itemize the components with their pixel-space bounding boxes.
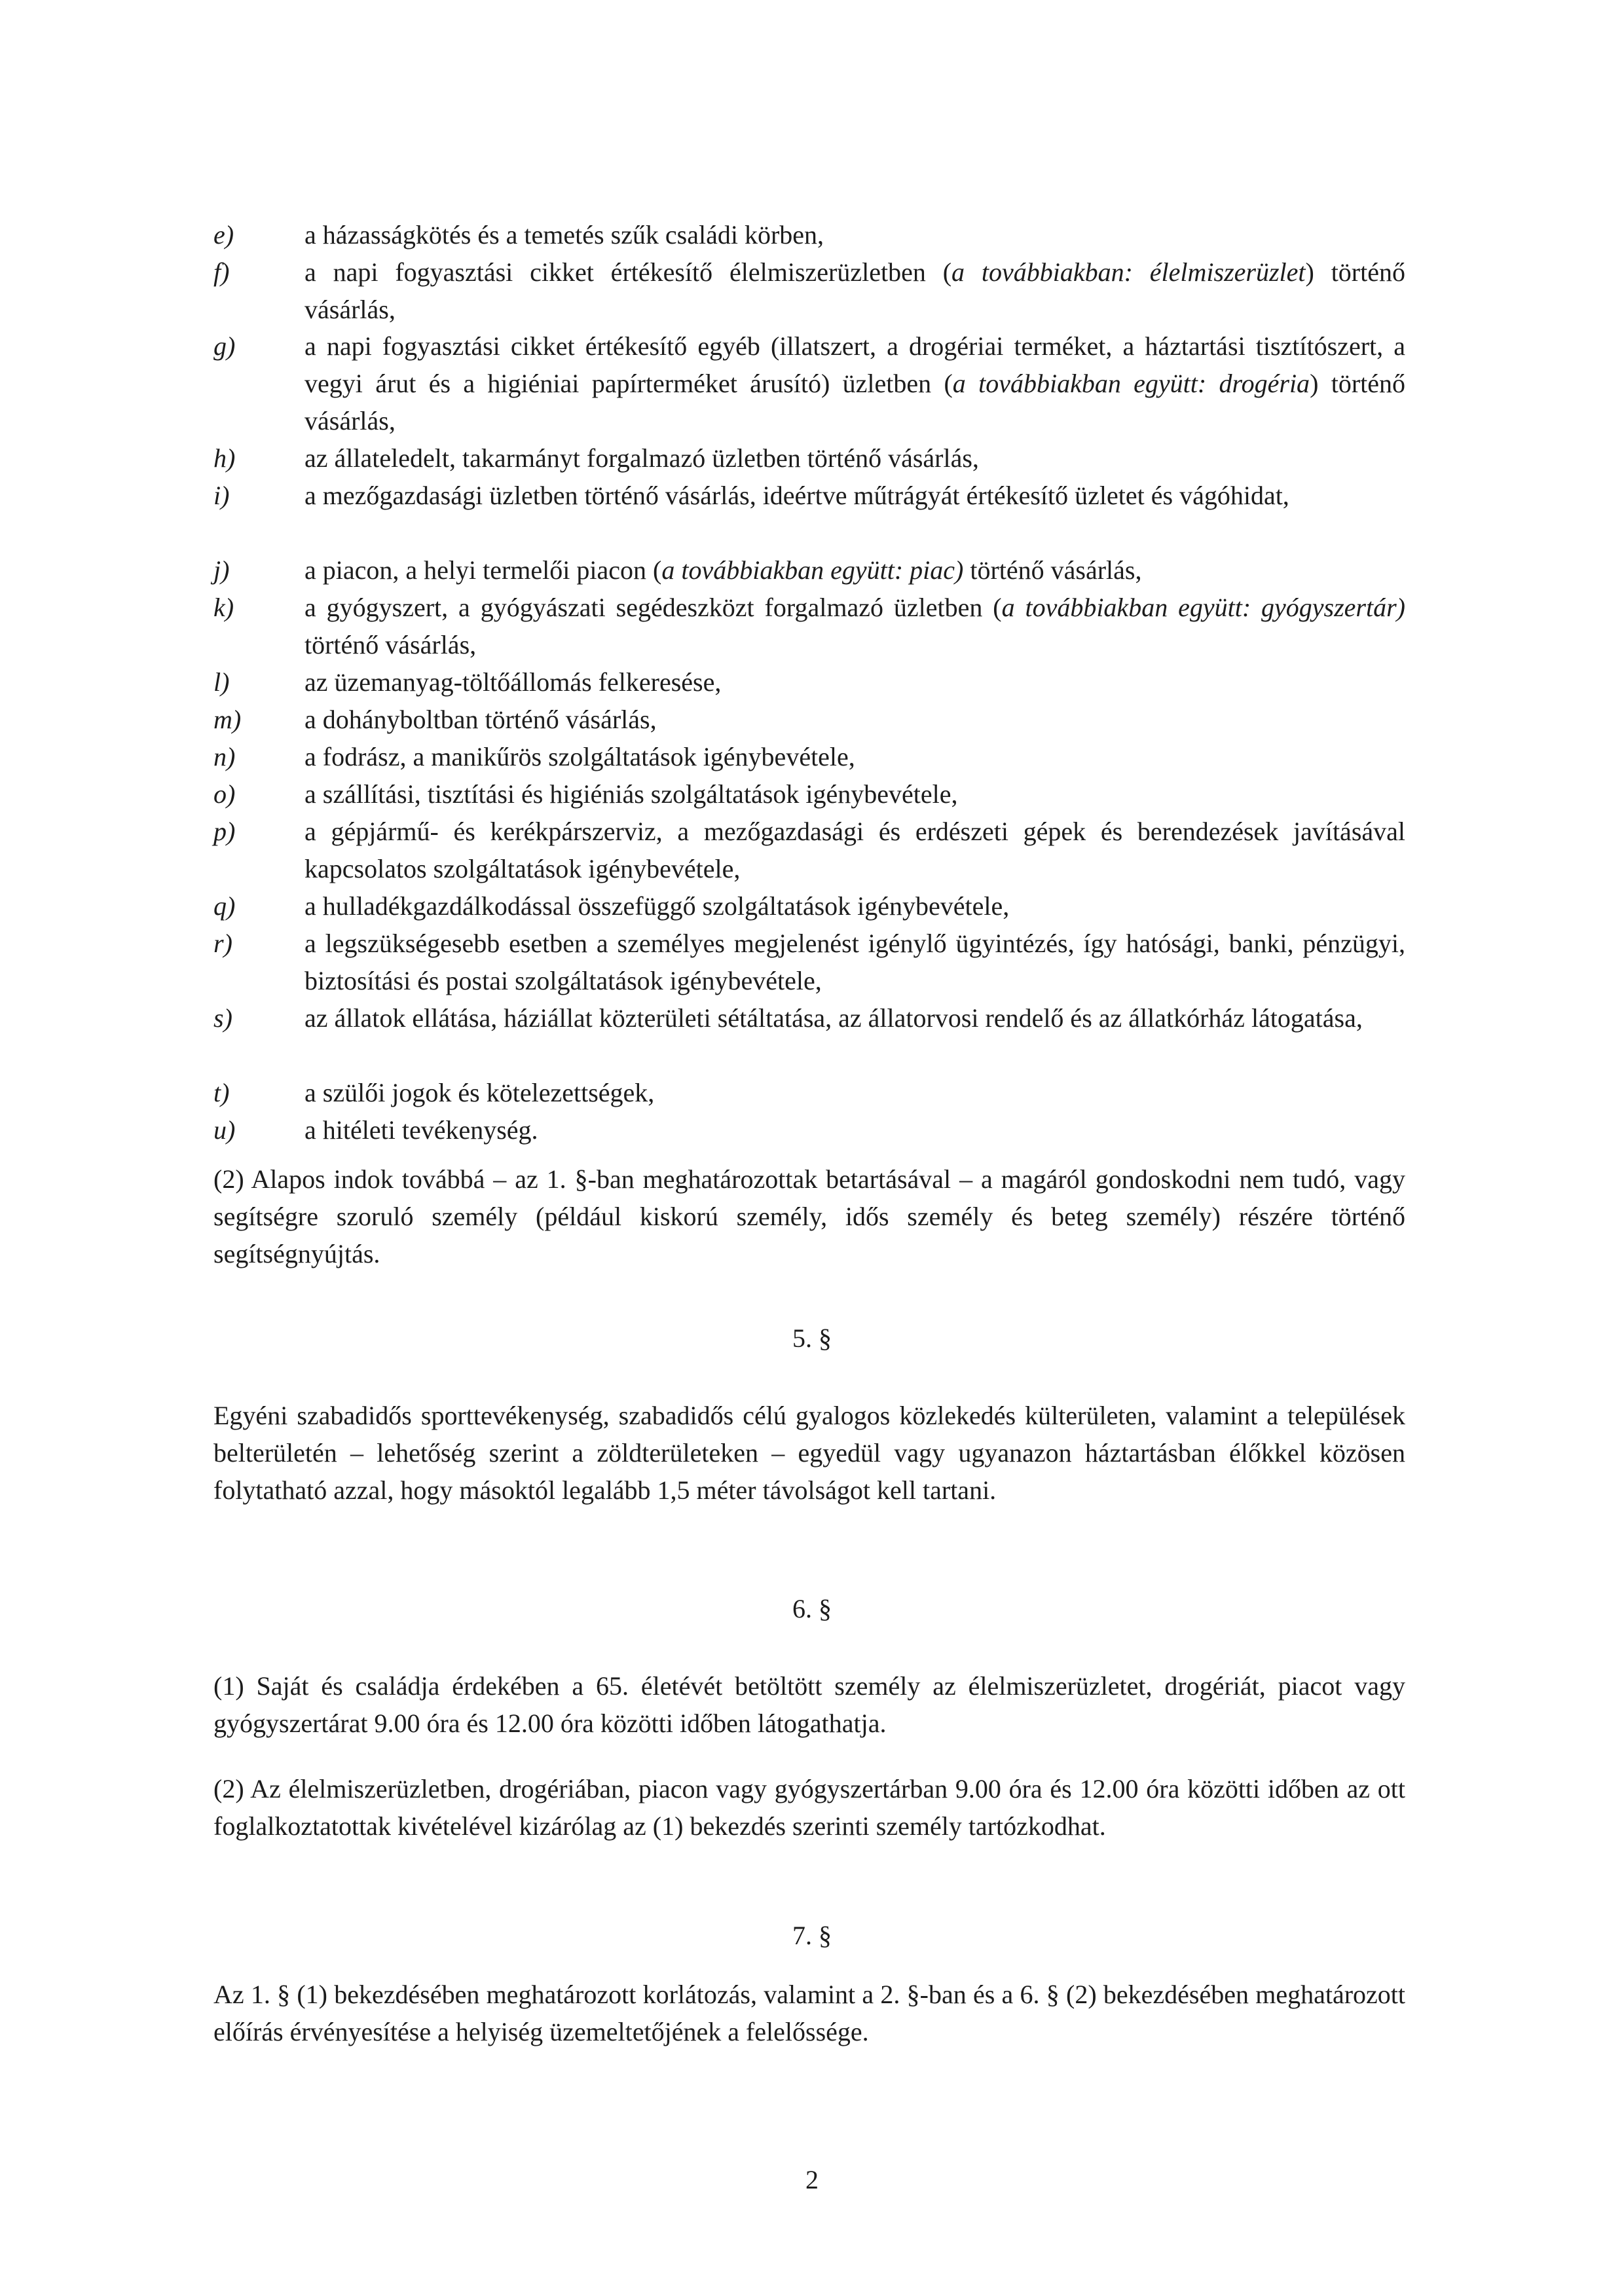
list-marker: h) [213, 443, 236, 473]
list-item-text: a gyógyszert, a gyógyászati segédeszközt forgalmazó üzletben (a továbbiakban együtt: gyógyszertár) történő vásárlás, [304, 593, 1405, 659]
defined-term: a továbbiakban együtt: piac) [661, 555, 964, 585]
section-7-text: Az 1. § (1) bekezdésében meghatározott korlátozás, valamint a 2. §-ban és a 6. § (2) bekezdésében meghatározott előírás érvényesítése a helyiség üzemeltetőjének a felelőssége. [213, 1980, 1405, 2046]
list-marker: e) [213, 220, 234, 250]
list-item-text: a hitéleti tevékenység. [304, 1115, 538, 1145]
list-item-t [213, 1074, 1405, 1111]
list-item-text: a mezőgazdasági üzletben történő vásárlás, ideértve műtrágyát értékesítő üzletet és vágóhidat, [304, 481, 1289, 510]
list-marker: u) [213, 1115, 236, 1145]
list-item-l [213, 663, 1405, 701]
list-marker: j) [213, 555, 230, 585]
list-item-n [213, 738, 1405, 775]
section-6-heading: 6. § [792, 1594, 832, 1623]
list-item-text: a napi fogyasztási cikket értékesítő élelmiszerüzletben (a továbbiakban: élelmiszerüzlet) történő vásárlás, [304, 257, 1405, 324]
list-item-text: a piacon, a helyi termelői piacon (a továbbiakban együtt: piac) történő vásárlás, [304, 555, 1142, 585]
defined-term: a továbbiakban együtt: gyógyszertár) [1001, 593, 1405, 622]
list-marker: k) [213, 593, 234, 622]
list-item-p [213, 813, 1405, 887]
defined-term: a továbbiakban: élelmiszerüzlet [951, 257, 1306, 287]
list-item-j [213, 551, 1405, 589]
list-item-text: a házasságkötés és a temetés szűk családi körben, [304, 220, 824, 250]
list-marker: t) [213, 1078, 230, 1107]
list-item-text: a napi fogyasztási cikket értékesítő egyéb (illatszert, a drogériai terméket, a háztartási tisztítószert, a vegyi árut és a higiéniai papírterméket árusító) üzletben (a továbbiakban együtt: drogéria) történő vásárlás, [304, 331, 1406, 435]
list-item-text: a hulladékgazdálkodással összefüggő szolgáltatások igénybevétele, [304, 891, 1010, 921]
list-item-u [213, 1111, 1405, 1149]
list-marker: n) [213, 742, 236, 771]
list-marker: m) [213, 705, 242, 734]
list-item-g [213, 327, 1405, 439]
list-item-i [213, 477, 1405, 514]
list-marker: i) [213, 481, 230, 510]
list-marker: q) [213, 891, 236, 921]
section-6-paragraph-1: (1) Saját és családja érdekében a 65. életévét betöltött személy az élelmiszerüzletet, drogériát, piacot vagy gyógyszertárat 9.00 óra és 12.00 óra közötti időben látogathatja. [213, 1671, 1405, 1738]
list-item-h [213, 439, 1405, 477]
list-item-k [213, 589, 1405, 663]
page-number: 2 [805, 2165, 819, 2194]
list-item-r [213, 925, 1405, 999]
list-item-o [213, 775, 1405, 813]
list-item-text: a fodrász, a manikűrös szolgáltatások igénybevétele, [304, 742, 855, 771]
list-marker: f) [213, 257, 230, 287]
list-item-m [213, 701, 1405, 738]
section-5-heading: 5. § [792, 1323, 832, 1353]
list-item-text: a szülői jogok és kötelezettségek, [304, 1078, 655, 1107]
list-marker: l) [213, 667, 230, 697]
list-marker: s) [213, 1003, 232, 1033]
list-item-q [213, 887, 1405, 925]
list-item-f [213, 253, 1405, 328]
list-item-text: a dohányboltban történő vásárlás, [304, 705, 657, 734]
list-marker: g) [213, 331, 236, 361]
section-5-text: Egyéni szabadidős sporttevékenység, szabadidős célú gyalogos közlekedés külterületen, valamint a települések belterületén – lehetőség szerint a zöldterületeken – egyedül vagy ugyanazon háztartásban élőkkel közösen folytatható azzal, hogy másoktól legalább 1,5 méter távolságot kell tartani. [213, 1401, 1405, 1505]
list-item-text: az üzemanyag-töltőállomás felkeresése, [304, 667, 722, 697]
list-item-text: az állatok ellátása, háziállat közterületi sétáltatása, az állatorvosi rendelő és az állatkórház látogatása, [304, 1003, 1363, 1033]
list-item-text: az állateledelt, takarmányt forgalmazó üzletben történő vásárlás, [304, 443, 979, 473]
list-marker: o) [213, 779, 236, 809]
list-item-e [213, 216, 1405, 253]
list-marker: r) [213, 929, 232, 958]
list-item-text: a legszükségesebb esetben a személyes megjelenést igénylő ügyintézés, így hatósági, banki, pénzügyi, biztosítási és postai szolgáltatások igénybevétele, [304, 929, 1405, 995]
section-7-heading: 7. § [792, 1921, 832, 1950]
section-6-paragraph-2: (2) Az élelmiszerüzletben, drogériában, piacon vagy gyógyszertárban 9.00 óra és 12.00 óra közötti időben az ott foglalkoztatottak kivételével kizárólag az (1) bekezdés szerinti személy tartózkodhat. [213, 1774, 1405, 1841]
defined-term: a továbbiakban együtt: drogéria [952, 369, 1310, 398]
paragraph-4-2: (2) Alapos indok továbbá – az 1. §-ban meghatározottak betartásával – a magáról gondoskodni nem tudó, vagy segítségre szoruló személy (például kiskorú személy, idős személy és beteg személy) részére történő segítségnyújtás. [213, 1164, 1405, 1268]
list-item-text: a gépjármű- és kerékpárszerviz, a mezőgazdasági és erdészeti gépek és berendezések javításával kapcsolatos szolgáltatások igénybevétele, [304, 817, 1405, 883]
list-item-s [213, 999, 1405, 1037]
list-marker: p) [213, 817, 236, 846]
list-item-text: a szállítási, tisztítási és higiéniás szolgáltatások igénybevétele, [304, 779, 958, 809]
